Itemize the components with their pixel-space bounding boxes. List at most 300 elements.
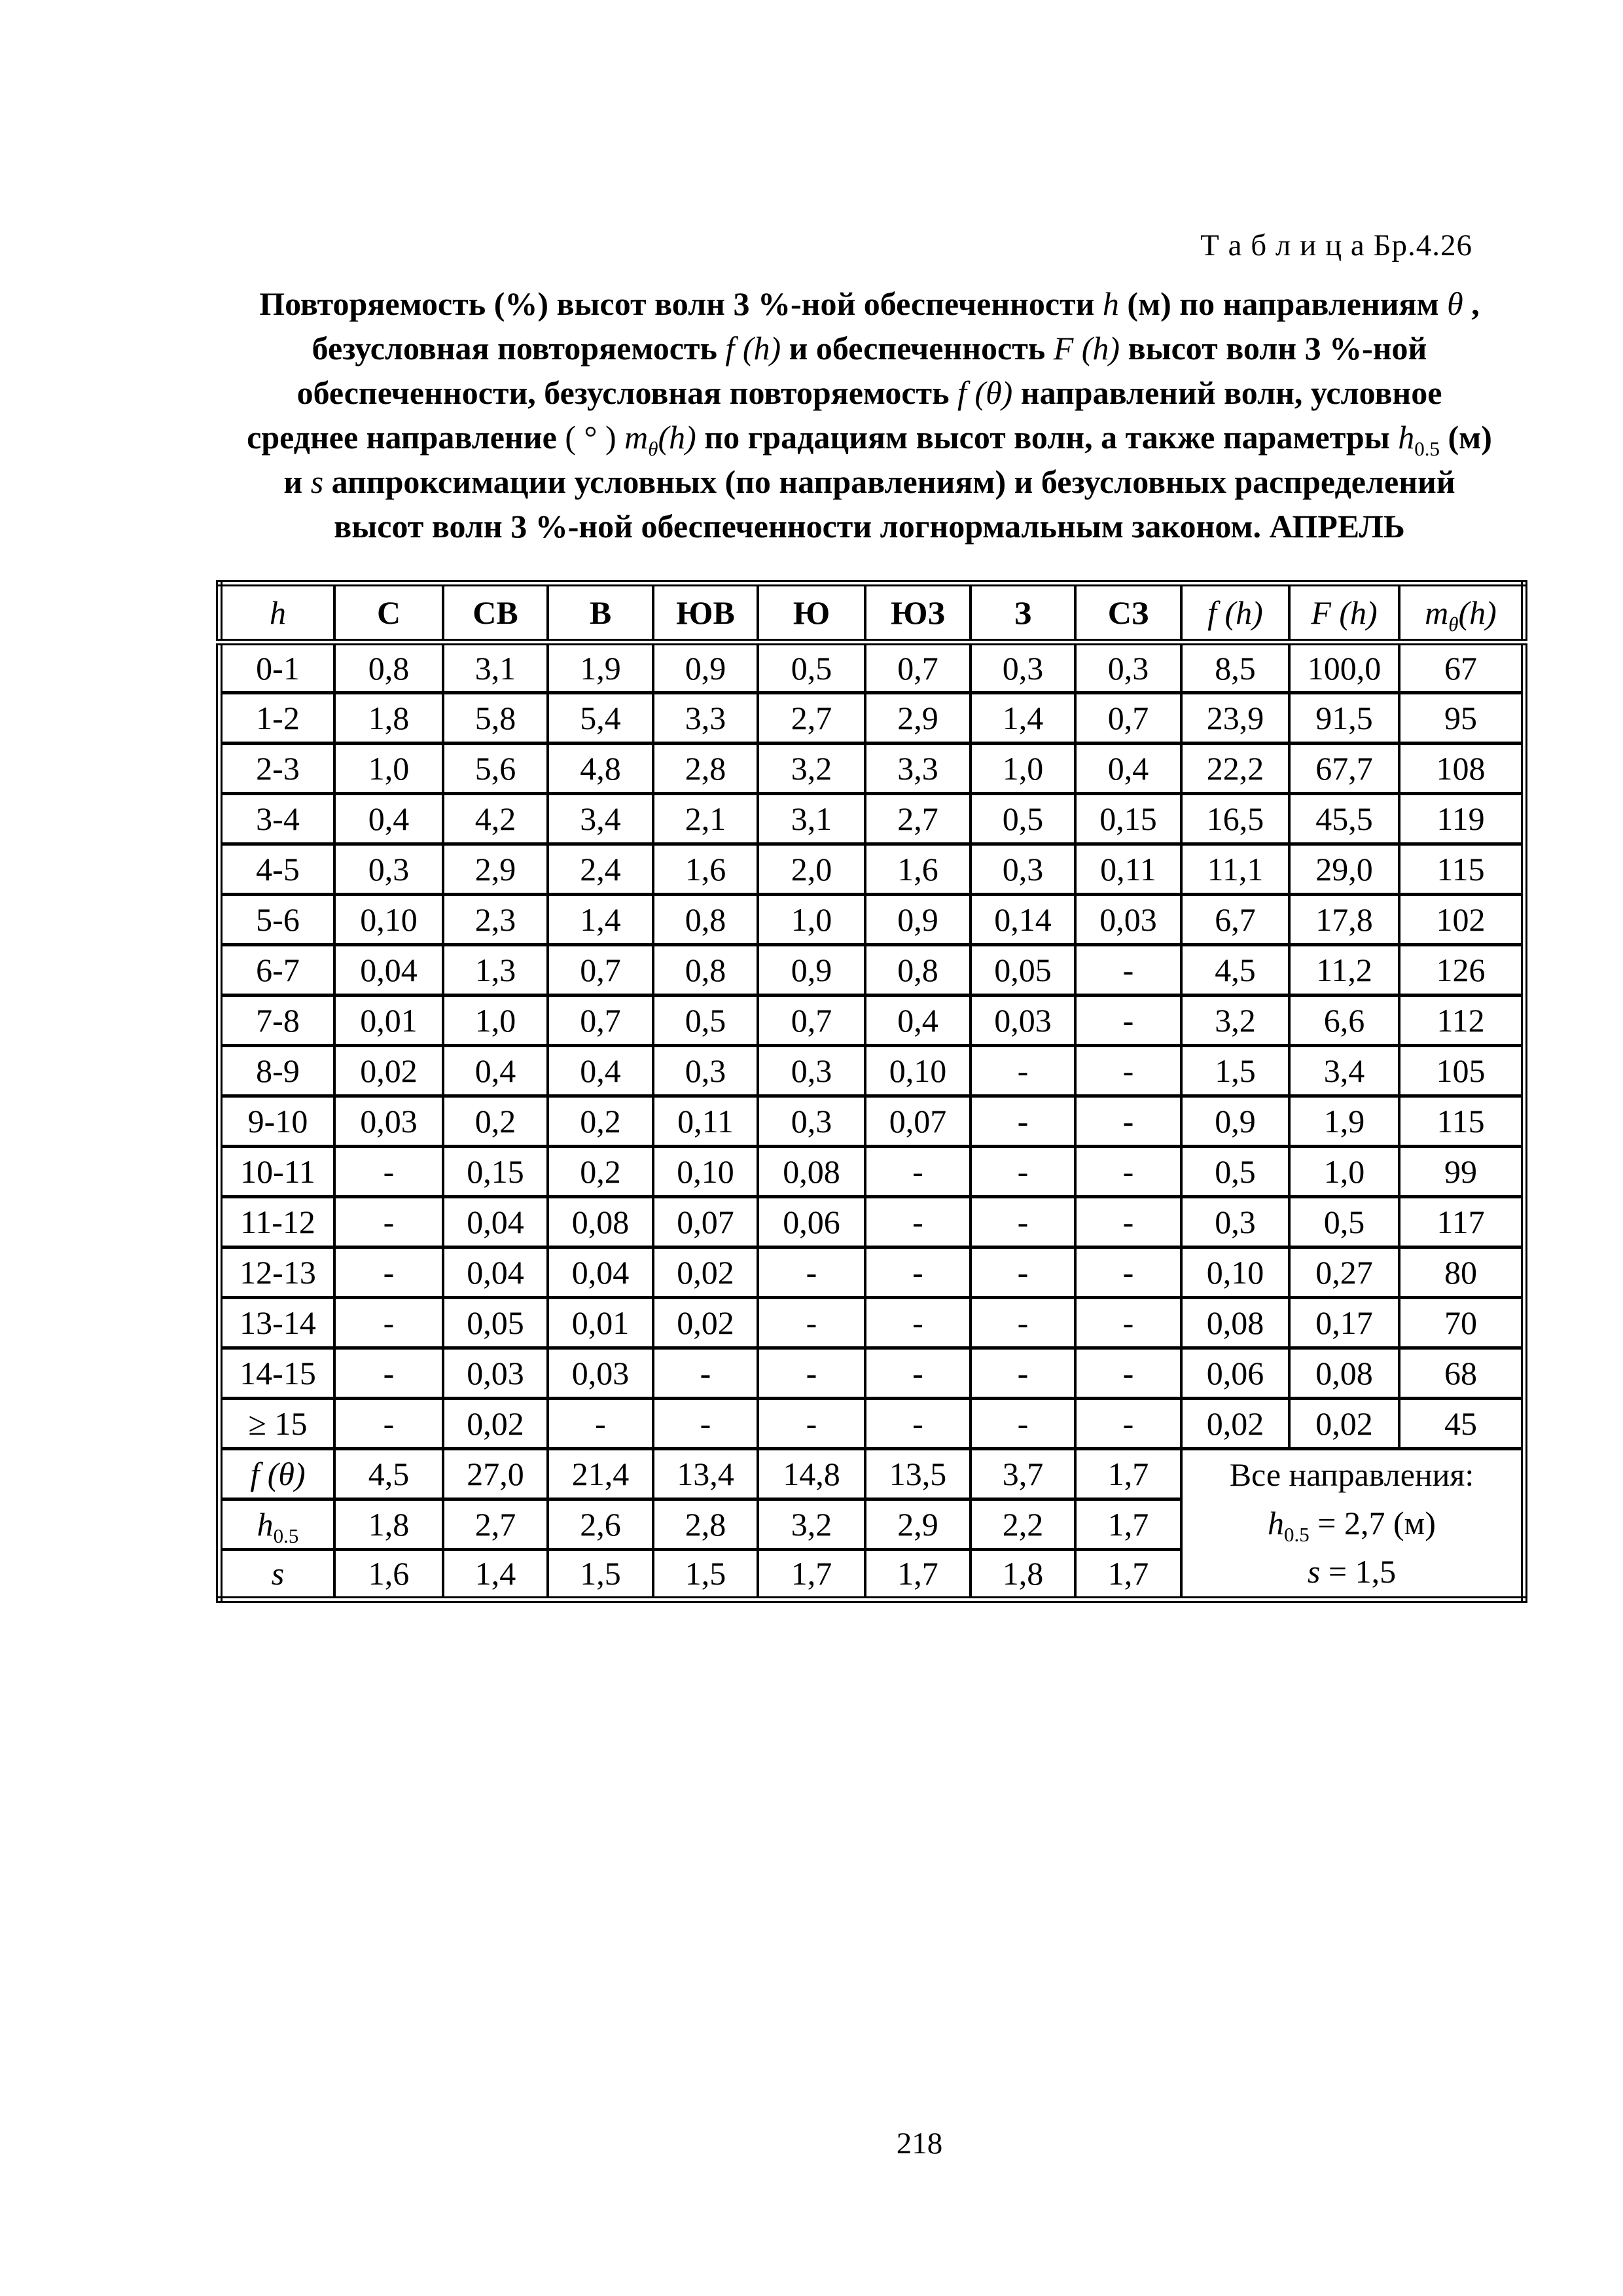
- table-cell: 2,0: [758, 844, 865, 894]
- table-cell: 0,3: [334, 844, 443, 894]
- table-cell: 80: [1399, 1247, 1524, 1297]
- row-label: [219, 1448, 334, 1499]
- table-cell: 2,9: [865, 692, 971, 743]
- table-cell: 0,03: [548, 1348, 653, 1398]
- text-segment: ( ° ): [565, 419, 625, 456]
- table-cell: 0,3: [971, 844, 1075, 894]
- row-label: 9-10: [219, 1096, 334, 1146]
- table-cell: 0,03: [1075, 894, 1181, 944]
- table-cell: 0,08: [1289, 1348, 1399, 1398]
- text-segment: аппроксимации условных (по направлениям) и безусловных распределений: [323, 463, 1455, 500]
- table-cell: 0,5: [758, 642, 865, 692]
- table-cell: 1,6: [334, 1549, 443, 1600]
- table-cell: 0,9: [865, 894, 971, 944]
- table-cell: -: [334, 1247, 443, 1297]
- table-cell: 1,8: [334, 692, 443, 743]
- row-label: 14-15: [219, 1348, 334, 1398]
- text-segment: (h): [1458, 594, 1497, 631]
- table-cell: 2,7: [758, 692, 865, 743]
- table-cell: 14,8: [758, 1448, 865, 1499]
- table-row: [219, 642, 1524, 692]
- table-cell: 0,11: [1075, 844, 1181, 894]
- row-label: 11-12: [219, 1196, 334, 1247]
- table-cell: -: [758, 1297, 865, 1348]
- table-cell: 16,5: [1181, 793, 1289, 844]
- text-segment: (h): [658, 419, 696, 456]
- table-body: [219, 642, 1524, 1600]
- table-cell: 1,7: [758, 1549, 865, 1600]
- text-segment: СЗ: [1107, 594, 1149, 631]
- table-cell: 1,7: [1075, 1448, 1181, 1499]
- page-number: 218: [896, 2126, 943, 2161]
- text-segment: среднее направление: [247, 419, 565, 456]
- table-cell: 0,4: [1075, 743, 1181, 793]
- table-cell: 4,5: [1181, 944, 1289, 995]
- table-cell: 67,7: [1289, 743, 1399, 793]
- table-row: [219, 894, 1524, 944]
- table-cell: 0,08: [548, 1196, 653, 1247]
- text-segment: = 2,7 (м): [1309, 1505, 1436, 1542]
- table-cell: 0,15: [1075, 793, 1181, 844]
- table-cell: 1,7: [865, 1549, 971, 1600]
- table-cell: 117: [1399, 1196, 1524, 1247]
- table-cell: -: [1075, 1045, 1181, 1096]
- text-segment: З: [1014, 594, 1032, 631]
- row-label: 6-7: [219, 944, 334, 995]
- text-segment: f (θ): [250, 1455, 306, 1492]
- table-cell: 1,9: [1289, 1096, 1399, 1146]
- table-cell: -: [334, 1348, 443, 1398]
- table-cell: 22,2: [1181, 743, 1289, 793]
- table-cell: -: [1075, 1297, 1181, 1348]
- title-line: [216, 504, 1523, 548]
- table-cell: 0,02: [1289, 1398, 1399, 1448]
- table-cell: -: [1075, 1398, 1181, 1448]
- row-label: 1-2: [219, 692, 334, 743]
- table-cell: 2,4: [548, 844, 653, 894]
- table-cell: 0,04: [548, 1247, 653, 1297]
- text-segment: 0.5: [1284, 1523, 1310, 1547]
- table-cell: 0,17: [1289, 1297, 1399, 1348]
- row-label: 13-14: [219, 1297, 334, 1348]
- table-cell: 0,3: [653, 1045, 758, 1096]
- row-label: 5-6: [219, 894, 334, 944]
- table-cell: 3,1: [443, 642, 548, 692]
- table-cell: 1,6: [865, 844, 971, 894]
- table-cell: 115: [1399, 1096, 1524, 1146]
- table-cell: 1,9: [548, 642, 653, 692]
- table-cell: 99: [1399, 1146, 1524, 1196]
- table-cell: 0,07: [865, 1096, 971, 1146]
- column-header: [1289, 583, 1399, 642]
- text-segment: высот волн 3 %-ной: [1120, 330, 1427, 367]
- table-cell: 0,7: [758, 995, 865, 1045]
- table-cell: 1,8: [971, 1549, 1075, 1600]
- text-segment: С: [376, 594, 401, 631]
- title-line: [216, 459, 1523, 504]
- table-cell: -: [865, 1398, 971, 1448]
- table-cell: 0,4: [548, 1045, 653, 1096]
- table-cell: 11,2: [1289, 944, 1399, 995]
- table-cell: 5,8: [443, 692, 548, 743]
- column-header: [758, 583, 865, 642]
- table-cell: 4,8: [548, 743, 653, 793]
- text-segment: Ю: [793, 594, 830, 631]
- text-segment: В: [589, 594, 612, 631]
- table-cell: 27,0: [443, 1448, 548, 1499]
- table-cell: -: [1075, 1348, 1181, 1398]
- table-cell: 0,5: [971, 793, 1075, 844]
- row-label: 7-8: [219, 995, 334, 1045]
- table-cell: 1,4: [971, 692, 1075, 743]
- all-directions-summary: [1181, 1448, 1524, 1600]
- table-cell: 112: [1399, 995, 1524, 1045]
- table-cell: -: [334, 1196, 443, 1247]
- table-cell: 0,02: [334, 1045, 443, 1096]
- table-cell: 3,1: [758, 793, 865, 844]
- table-cell: 2,8: [653, 1499, 758, 1549]
- table-cell: 5,6: [443, 743, 548, 793]
- table-cell: 102: [1399, 894, 1524, 944]
- table-cell: 0,01: [548, 1297, 653, 1348]
- text-segment: и: [283, 463, 311, 500]
- table-cell: 3,2: [1181, 995, 1289, 1045]
- table-cell: 0,7: [865, 642, 971, 692]
- text-segment: s: [271, 1555, 285, 1592]
- table-cell: 21,4: [548, 1448, 653, 1499]
- column-header: [653, 583, 758, 642]
- table-cell: 4,2: [443, 793, 548, 844]
- table-cell: 0,3: [758, 1096, 865, 1146]
- table-cell: 95: [1399, 692, 1524, 743]
- table-cell: 5,4: [548, 692, 653, 743]
- table-cell: 11,1: [1181, 844, 1289, 894]
- table-cell: -: [971, 1045, 1075, 1096]
- table-cell: -: [865, 1196, 971, 1247]
- table-cell: 2,8: [653, 743, 758, 793]
- table-cell: 3,3: [653, 692, 758, 743]
- table-cell: -: [653, 1348, 758, 1398]
- table-cell: -: [1075, 995, 1181, 1045]
- table-cell: 0,02: [653, 1297, 758, 1348]
- table-cell: -: [971, 1398, 1075, 1448]
- text-segment: s: [310, 463, 324, 500]
- table-cell: 23,9: [1181, 692, 1289, 743]
- table-row: [219, 793, 1524, 844]
- table-cell: 0,02: [1181, 1398, 1289, 1448]
- table-row: [219, 1146, 1524, 1196]
- table-cell: 70: [1399, 1297, 1524, 1348]
- column-header: [971, 583, 1075, 642]
- table-cell: 0,2: [548, 1146, 653, 1196]
- table-cell: 0,05: [443, 1297, 548, 1348]
- table-cell: 6,7: [1181, 894, 1289, 944]
- table-cell: 1,0: [971, 743, 1075, 793]
- all-directions-line: [1183, 1450, 1521, 1499]
- table-cell: -: [1075, 1196, 1181, 1247]
- table-cell: 1,3: [443, 944, 548, 995]
- table-cell: 1,7: [1075, 1499, 1181, 1549]
- table-cell: 1,4: [548, 894, 653, 944]
- table-cell: 1,8: [334, 1499, 443, 1549]
- table-cell: 105: [1399, 1045, 1524, 1096]
- table-cell: 17,8: [1289, 894, 1399, 944]
- table-row: [219, 995, 1524, 1045]
- row-label: 2-3: [219, 743, 334, 793]
- row-label: [219, 1499, 334, 1549]
- text-segment: обеспеченности, безусловная повторяемость: [296, 374, 958, 411]
- table-cell: 1,0: [334, 743, 443, 793]
- table-cell: 0,8: [653, 894, 758, 944]
- text-segment: F (h): [1053, 330, 1120, 367]
- text-segment: h: [270, 594, 286, 631]
- text-segment: θ: [1448, 613, 1459, 636]
- table-row: [219, 1045, 1524, 1096]
- table-cell: 91,5: [1289, 692, 1399, 743]
- table-cell: -: [971, 1297, 1075, 1348]
- table-cell: -: [1075, 1247, 1181, 1297]
- table-cell: -: [334, 1297, 443, 1348]
- table-cell: -: [971, 1196, 1075, 1247]
- table-cell: 0,06: [1181, 1348, 1289, 1398]
- table-cell: -: [971, 1096, 1075, 1146]
- text-segment: s: [1307, 1553, 1321, 1590]
- table-row: [219, 1096, 1524, 1146]
- table-cell: 115: [1399, 844, 1524, 894]
- table-cell: 8,5: [1181, 642, 1289, 692]
- table-cell: 0,10: [653, 1146, 758, 1196]
- text-segment: ,: [1463, 285, 1480, 322]
- table-cell: 1,5: [653, 1549, 758, 1600]
- table-cell: -: [334, 1146, 443, 1196]
- table-cell: -: [334, 1398, 443, 1448]
- text-segment: 0.5: [273, 1524, 299, 1547]
- column-header: [443, 583, 548, 642]
- table-cell: 0,06: [758, 1196, 865, 1247]
- table-cell: 67: [1399, 642, 1524, 692]
- table-cell: 1,7: [1075, 1549, 1181, 1600]
- table-cell: 0,2: [443, 1096, 548, 1146]
- table-cell: 108: [1399, 743, 1524, 793]
- table-cell: 0,3: [971, 642, 1075, 692]
- row-label: 8-9: [219, 1045, 334, 1096]
- table-cell: -: [865, 1146, 971, 1196]
- table-cell: 3,2: [758, 1499, 865, 1549]
- table-cell: 0,10: [1181, 1247, 1289, 1297]
- table-cell: 1,5: [548, 1549, 653, 1600]
- table-cell: 2,9: [443, 844, 548, 894]
- table-row: [219, 844, 1524, 894]
- row-label: [219, 1549, 334, 1600]
- table-cell: 0,11: [653, 1096, 758, 1146]
- text-segment: ЮВ: [676, 594, 735, 631]
- table-cell: 0,07: [653, 1196, 758, 1247]
- table-cell: 2,7: [865, 793, 971, 844]
- table-cell: 0,04: [443, 1247, 548, 1297]
- table-cell: 0,7: [548, 944, 653, 995]
- table-cell: 45: [1399, 1398, 1524, 1448]
- all-directions-line: [1183, 1499, 1521, 1547]
- table-cell: -: [865, 1348, 971, 1398]
- table-cell: -: [548, 1398, 653, 1448]
- table-cell: 1,0: [758, 894, 865, 944]
- text-segment: f (h): [1207, 594, 1263, 631]
- table-cell: 3,4: [1289, 1045, 1399, 1096]
- column-header: [865, 583, 971, 642]
- table-cell: -: [758, 1398, 865, 1448]
- table-cell: 0,9: [653, 642, 758, 692]
- table-cell: 1,4: [443, 1549, 548, 1600]
- table-cell: 0,3: [758, 1045, 865, 1096]
- table-cell: 0,02: [653, 1247, 758, 1297]
- table-cell: 0,5: [1181, 1146, 1289, 1196]
- table-cell: 1,0: [1289, 1146, 1399, 1196]
- table-cell: 0,8: [865, 944, 971, 995]
- text-segment: безусловная повторяемость: [312, 330, 726, 367]
- table-cell: 2,2: [971, 1499, 1075, 1549]
- table-cell: 6,6: [1289, 995, 1399, 1045]
- text-segment: по градациям высот волн, а также параметры: [696, 419, 1399, 456]
- table-cell: 0,7: [1075, 692, 1181, 743]
- text-segment: направлений волн, условное: [1012, 374, 1442, 411]
- table-cell: -: [971, 1146, 1075, 1196]
- row-label: 10-11: [219, 1146, 334, 1196]
- table-cell: 0,08: [1181, 1297, 1289, 1348]
- text-segment: h: [1102, 285, 1119, 322]
- table-cell: 100,0: [1289, 642, 1399, 692]
- parameter-row: [219, 1448, 1524, 1499]
- text-segment: высот волн 3 %-ной обеспеченности логнормальным законом. АПРЕЛЬ: [334, 508, 1405, 545]
- table-caption: Т а б л и ц а Бр.4.26: [1200, 228, 1472, 262]
- table-cell: -: [971, 1247, 1075, 1297]
- table-cell: 1,0: [443, 995, 548, 1045]
- table-cell: 45,5: [1289, 793, 1399, 844]
- table-cell: 0,8: [653, 944, 758, 995]
- column-header: [1181, 583, 1289, 642]
- text-segment: (м): [1440, 419, 1492, 456]
- text-segment: f (θ): [957, 374, 1013, 411]
- table-cell: 13,5: [865, 1448, 971, 1499]
- row-label: 4-5: [219, 844, 334, 894]
- title-line: [216, 281, 1523, 326]
- text-segment: f (h): [725, 330, 781, 367]
- text-segment: Все направления:: [1229, 1456, 1474, 1494]
- column-header: [548, 583, 653, 642]
- table-cell: 3,2: [758, 743, 865, 793]
- table-cell: 1,5: [1181, 1045, 1289, 1096]
- table-row: [219, 1247, 1524, 1297]
- text-segment: F (h): [1311, 594, 1378, 631]
- table-cell: -: [865, 1247, 971, 1297]
- row-label: 12-13: [219, 1247, 334, 1297]
- table-cell: 0,8: [334, 642, 443, 692]
- table-cell: 29,0: [1289, 844, 1399, 894]
- table-row: [219, 1348, 1524, 1398]
- column-header: [334, 583, 443, 642]
- table-cell: -: [1075, 1146, 1181, 1196]
- all-directions-line: [1183, 1547, 1521, 1596]
- table-cell: 0,03: [971, 995, 1075, 1045]
- table-cell: 2,9: [865, 1499, 971, 1549]
- table-row: [219, 743, 1524, 793]
- table-row: [219, 1398, 1524, 1448]
- text-segment: = 1,5: [1320, 1553, 1397, 1590]
- table-cell: 13,4: [653, 1448, 758, 1499]
- table-cell: 0,04: [334, 944, 443, 995]
- text-segment: h: [1268, 1505, 1285, 1542]
- table-cell: -: [865, 1297, 971, 1348]
- table-cell: 0,9: [758, 944, 865, 995]
- text-segment: θ: [648, 437, 658, 460]
- table-cell: 2,3: [443, 894, 548, 944]
- table-cell: 0,04: [443, 1196, 548, 1247]
- title-line: [216, 370, 1523, 415]
- table-head: [219, 583, 1524, 642]
- table-cell: 0,10: [865, 1045, 971, 1096]
- table-cell: 0,01: [334, 995, 443, 1045]
- table-cell: 2,6: [548, 1499, 653, 1549]
- text-segment: h: [1398, 419, 1415, 456]
- table-cell: 0,7: [548, 995, 653, 1045]
- table-cell: 0,15: [443, 1146, 548, 1196]
- table-cell: -: [1075, 944, 1181, 995]
- text-segment: m: [1425, 594, 1449, 631]
- table-cell: -: [758, 1348, 865, 1398]
- table-cell: 0,3: [1181, 1196, 1289, 1247]
- table-cell: -: [653, 1398, 758, 1448]
- text-segment: θ: [1447, 285, 1463, 322]
- table-cell: 0,4: [443, 1045, 548, 1096]
- table-cell: 0,5: [653, 995, 758, 1045]
- text-segment: Повторяемость (%) высот волн 3 %-ной обеспеченности: [259, 285, 1103, 322]
- table-row: [219, 692, 1524, 743]
- table-row: [219, 1196, 1524, 1247]
- table-cell: -: [758, 1247, 865, 1297]
- table-cell: 126: [1399, 944, 1524, 995]
- header-row: [219, 583, 1524, 642]
- table-cell: 0,9: [1181, 1096, 1289, 1146]
- column-header: [1075, 583, 1181, 642]
- title-line: [216, 415, 1523, 459]
- table-cell: 0,03: [443, 1348, 548, 1398]
- table-cell: 0,4: [865, 995, 971, 1045]
- row-label: 3-4: [219, 793, 334, 844]
- text-segment: (м) по направлениям: [1118, 285, 1448, 322]
- table-cell: 0,5: [1289, 1196, 1399, 1247]
- table-cell: 0,05: [971, 944, 1075, 995]
- title-line: [216, 326, 1523, 370]
- table-cell: 68: [1399, 1348, 1524, 1398]
- table-cell: 0,14: [971, 894, 1075, 944]
- table-cell: 0,10: [334, 894, 443, 944]
- table-cell: 0,27: [1289, 1247, 1399, 1297]
- text-segment: h: [257, 1505, 274, 1543]
- table-cell: 3,7: [971, 1448, 1075, 1499]
- text-segment: СВ: [473, 594, 518, 631]
- column-header: [1399, 583, 1524, 642]
- text-segment: ЮЗ: [891, 594, 945, 631]
- table-cell: 3,4: [548, 793, 653, 844]
- table-cell: 119: [1399, 793, 1524, 844]
- table-cell: 0,08: [758, 1146, 865, 1196]
- table-cell: 2,7: [443, 1499, 548, 1549]
- column-header: [219, 583, 334, 642]
- table-cell: -: [1075, 1096, 1181, 1146]
- table-cell: 0,02: [443, 1398, 548, 1448]
- table-cell: 0,03: [334, 1096, 443, 1146]
- table-cell: 0,2: [548, 1096, 653, 1146]
- table-cell: -: [971, 1348, 1075, 1398]
